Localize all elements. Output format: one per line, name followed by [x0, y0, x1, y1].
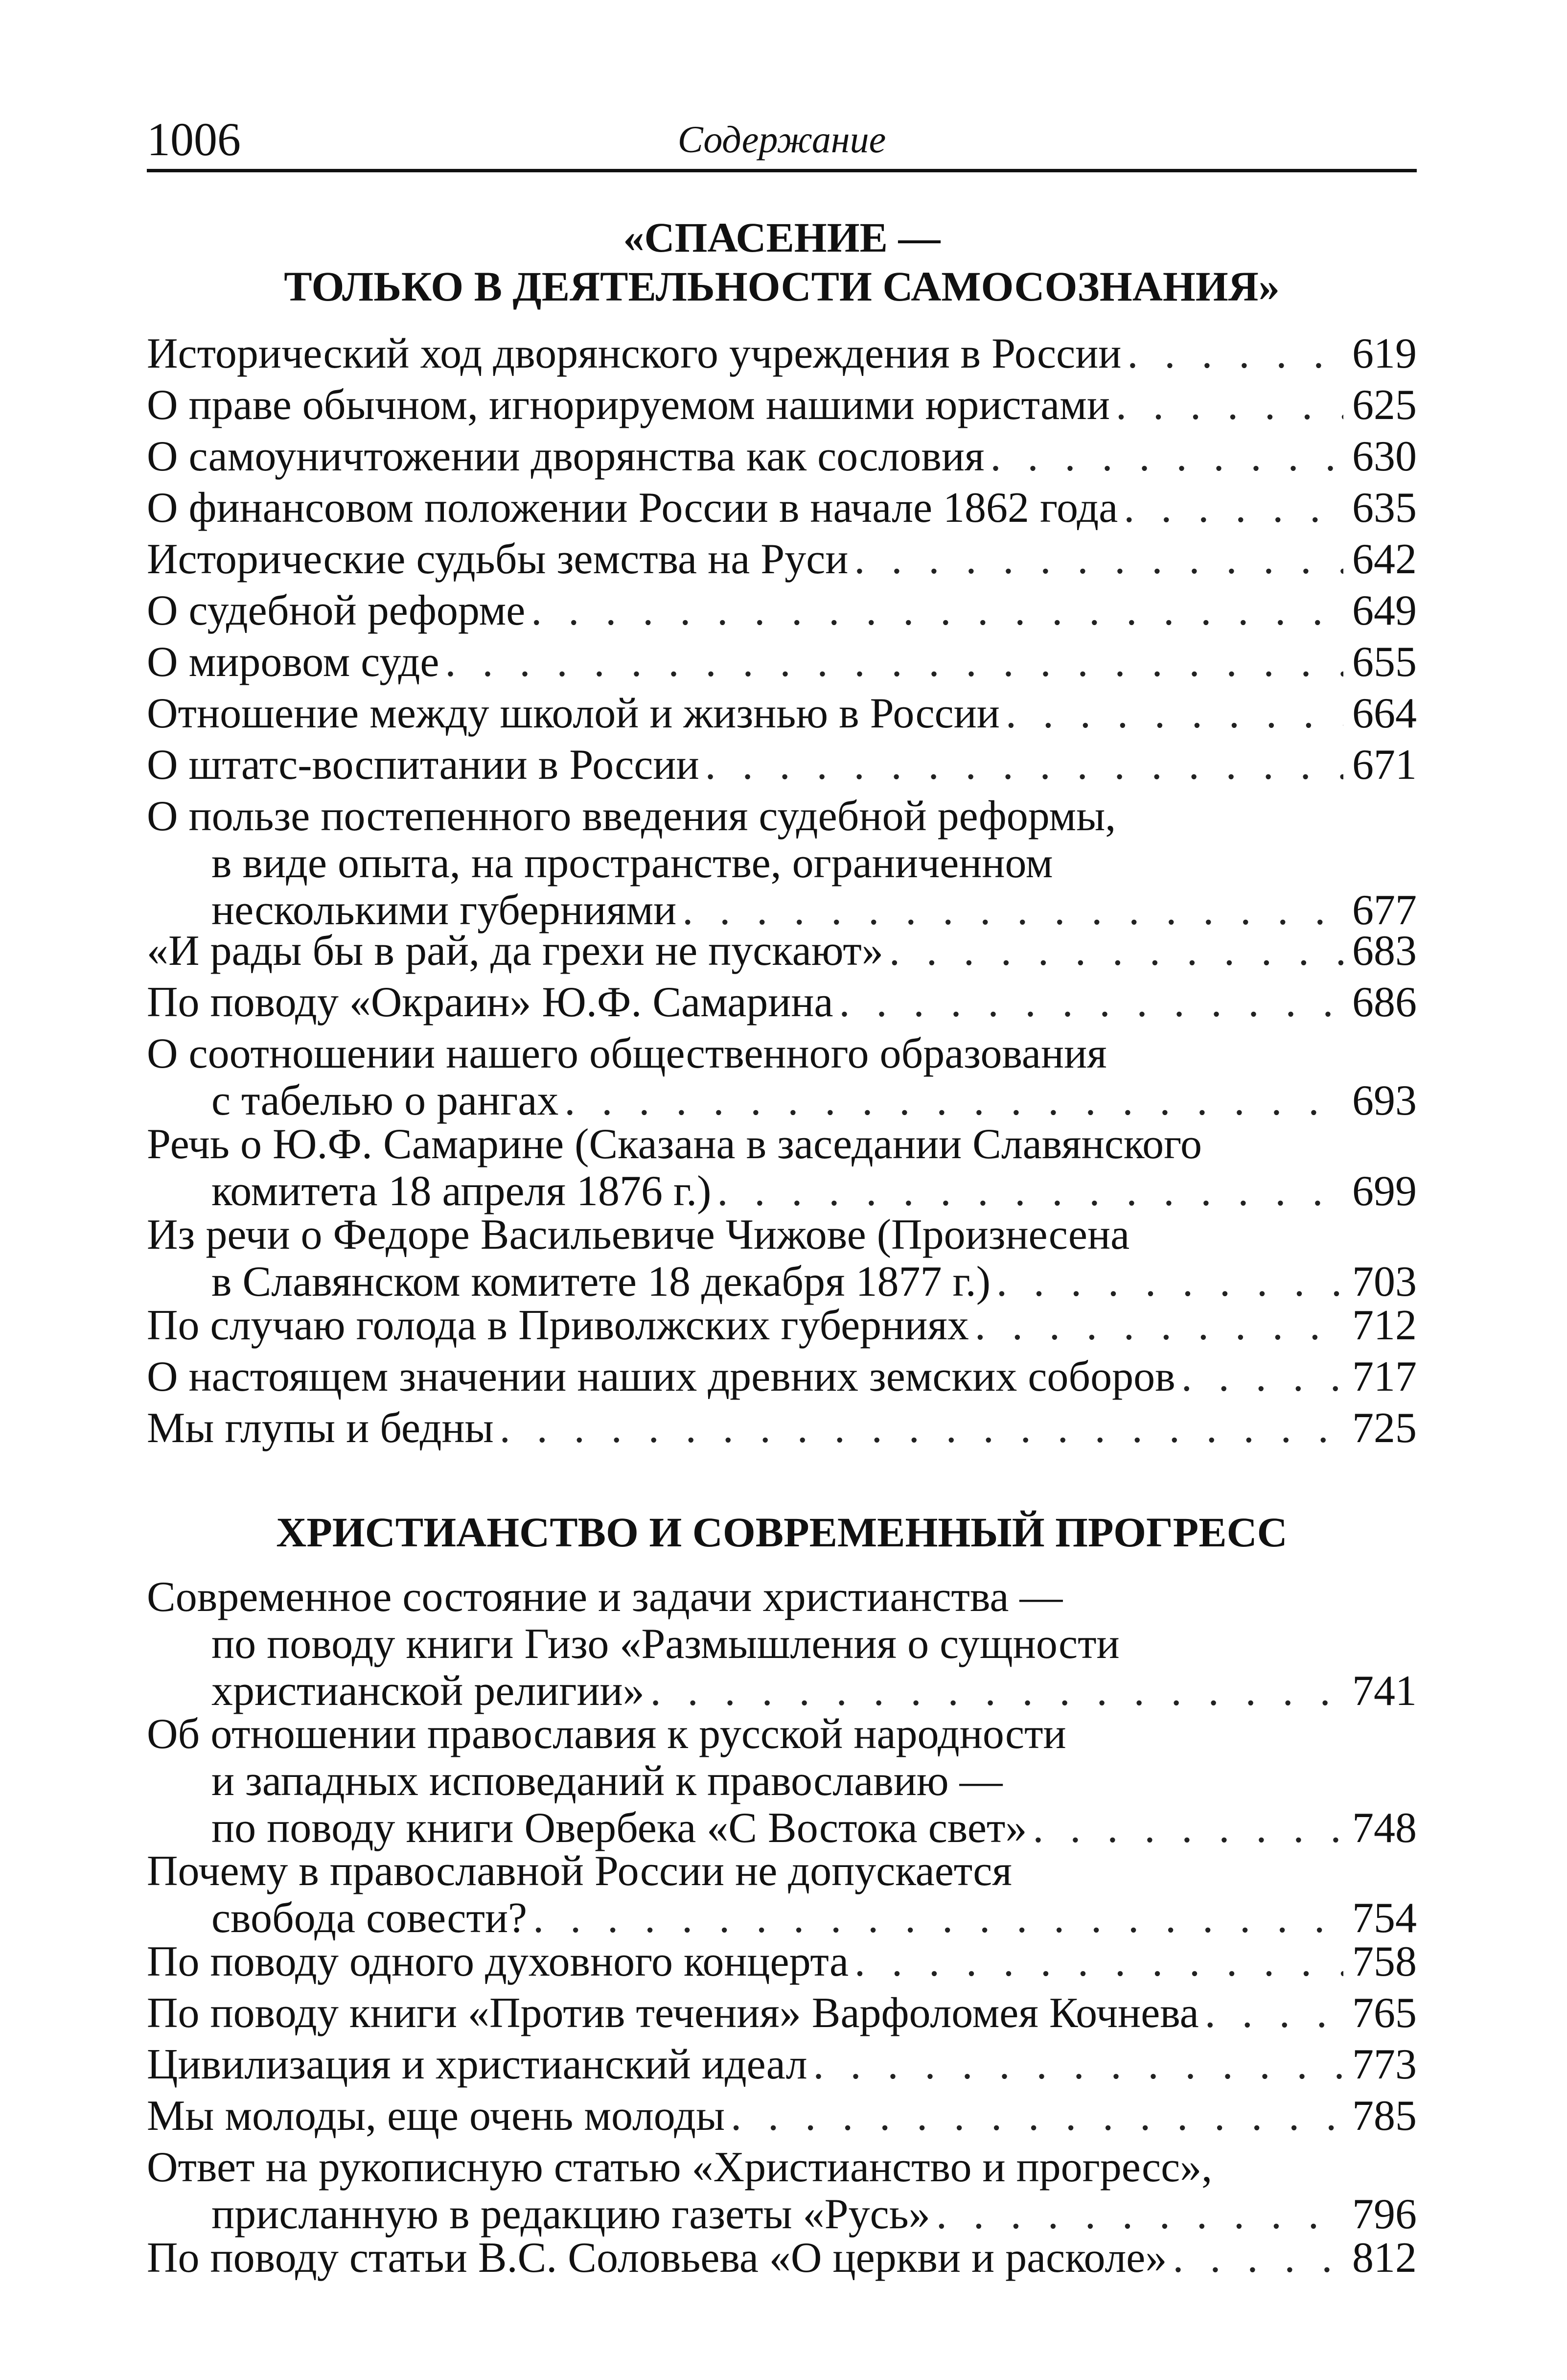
toc-entry — [147, 587, 1417, 634]
toc-entry-text: Исторические судьбы земства на Руси — [147, 536, 849, 583]
toc-page-number: 664 — [1352, 690, 1417, 737]
toc-entry — [147, 1353, 1417, 1400]
toc-entry-text: По поводу статьи В.С. Соловьева «О церкви и расколе» — [147, 2234, 1167, 2282]
toc-entry-line — [147, 536, 1417, 583]
toc-entry-line — [147, 979, 1417, 1026]
toc-entry-line — [211, 2191, 1417, 2238]
toc-page-number: 773 — [1352, 2041, 1417, 2088]
dot-leader — [984, 433, 1343, 480]
dot-leader — [525, 587, 1343, 634]
toc-entry — [147, 793, 1417, 934]
toc-entry-line — [147, 1711, 1417, 1758]
toc-entry-text: и западных исповеданий к православию — — [211, 1757, 1003, 1805]
dot-leader — [711, 1168, 1343, 1215]
toc-entry — [147, 2235, 1417, 2282]
toc-entry-text: по поводу книги Гизо «Размышления о сущности — [211, 1620, 1120, 1668]
section-title-1-line-2: ТОЛЬКО В ДЕЯТЕЛЬНОСТИ САМОСОЗНАНИЯ» — [284, 263, 1280, 310]
toc-entry-text: Мы молоды, еще очень молоды — [147, 2092, 725, 2140]
toc-entry-text: Об отношении православия к русской народности — [147, 1710, 1066, 1758]
toc-entry-text: Современное состояние и задачи христианства — — [147, 1573, 1063, 1621]
dot-leader — [969, 1302, 1343, 1349]
toc-entry — [147, 536, 1417, 583]
toc-entry — [147, 928, 1417, 975]
toc-entry-line — [211, 1758, 1417, 1805]
toc-page-number: 765 — [1352, 1989, 1417, 2037]
toc-entry-line — [147, 2144, 1417, 2191]
toc-page-number: 649 — [1352, 587, 1417, 634]
toc-entry-text: несколькими губерниями — [211, 887, 677, 934]
toc-entry-line — [147, 2235, 1417, 2282]
toc-entry-line — [147, 1212, 1417, 1259]
toc-page-number: 758 — [1352, 1938, 1417, 1985]
toc-entry-line — [147, 928, 1417, 975]
toc-page-number: 625 — [1352, 381, 1417, 429]
toc-entry-line — [147, 639, 1417, 686]
toc-entry-text: присланную в редакцию газеты «Русь» — [211, 2191, 930, 2238]
toc-entry-text: Из речи о Федоре Васильевиче Чижове (Произнесена — [147, 1211, 1130, 1259]
toc-entry-text: Речь о Ю.Ф. Самарине (Сказана в заседании Славянского — [147, 1120, 1202, 1168]
toc-entry-line — [147, 587, 1417, 634]
toc-entry-text: О соотношении нашего общественного образования — [147, 1030, 1107, 1077]
toc-entry-line — [147, 742, 1417, 789]
toc-entry-line — [147, 1353, 1417, 1400]
dot-leader — [725, 2093, 1343, 2140]
toc-entry-text: «И рады бы в рай, да грехи не пускают» — [147, 927, 883, 975]
toc-entry — [147, 2144, 1417, 2238]
toc-entry-text: По поводу одного духовного концерта — [147, 1938, 849, 1985]
dot-leader — [1110, 382, 1343, 429]
dot-leader — [527, 1895, 1343, 1942]
running-title: Содержание — [677, 118, 886, 161]
toc-page-number: 717 — [1352, 1353, 1417, 1400]
toc-entry-line — [211, 1895, 1417, 1942]
toc-page-number: 785 — [1352, 2092, 1417, 2140]
toc-entry-line — [147, 1574, 1417, 1621]
toc-entry — [147, 1711, 1417, 1852]
toc-entry-line — [211, 1621, 1417, 1668]
toc-entry — [147, 2093, 1417, 2140]
dot-leader — [848, 536, 1343, 583]
toc-entry-text: О судебной реформе — [147, 587, 526, 634]
section-title-2: ХРИСТИАНСТВО И СОВРЕМЕННЫЙ ПРОГРЕСС — [276, 1509, 1288, 1556]
toc-entry — [147, 2041, 1417, 2088]
toc-entry-text: О пользе постепенного введения судебной реформы, — [147, 793, 1116, 840]
toc-entry-text: О штатс-воспитании в России — [147, 741, 699, 789]
toc-entry-line — [147, 1030, 1417, 1077]
toc-entry-text: О самоуничтожении дворянства как сословия — [147, 433, 985, 480]
toc-entry-line — [211, 1259, 1417, 1306]
toc-entry — [147, 1990, 1417, 2037]
section-title-1-line-1: «СПАСЕНИЕ — — [623, 214, 941, 261]
dot-leader — [1175, 1353, 1343, 1400]
toc-entry-line — [147, 1848, 1417, 1895]
toc-entry-line — [147, 485, 1417, 532]
toc-entry-line — [147, 2041, 1417, 2088]
dot-leader — [1027, 1805, 1343, 1852]
toc-page-number: 703 — [1352, 1258, 1417, 1306]
toc-page-number: 812 — [1352, 2234, 1417, 2282]
toc-page-number: 754 — [1352, 1894, 1417, 1942]
toc-entry — [147, 1212, 1417, 1306]
toc-entry-text: Цивилизация и христианский идеал — [147, 2041, 807, 2088]
toc-entry — [147, 1848, 1417, 1942]
page-header — [147, 100, 1417, 174]
toc-entry-text: Отношение между школой и жизнью в России — [147, 690, 1000, 737]
toc-page-number: 619 — [1352, 330, 1417, 377]
toc-entry-text: комитета 18 апреля 1876 г.) — [211, 1167, 712, 1215]
toc-page-number: 699 — [1352, 1167, 1417, 1215]
toc-entry-text: в виде опыта, на пространстве, ограниченном — [211, 840, 1053, 887]
dot-leader — [1121, 330, 1343, 377]
toc-entry-line — [147, 433, 1417, 480]
toc-entry-text: Мы глупы и бедны — [147, 1404, 494, 1452]
dot-leader — [699, 742, 1343, 789]
toc-entry-line — [211, 840, 1417, 887]
toc-entry-text: Исторический ход дворянского учреждения в России — [147, 330, 1122, 377]
toc-entry-line — [147, 1405, 1417, 1452]
toc-entry-line — [147, 1990, 1417, 2037]
dot-leader — [849, 1938, 1343, 1985]
toc-entry-line — [147, 1938, 1417, 1985]
toc-entry — [147, 433, 1417, 480]
toc-entry-line — [211, 1168, 1417, 1215]
toc-entry-text: О праве обычном, игнорируемом нашими юристами — [147, 381, 1110, 429]
toc-entry-text: по поводу книги Овербека «С Востока свет» — [211, 1804, 1027, 1852]
toc-entry-line — [147, 1302, 1417, 1349]
dot-leader — [1167, 2235, 1343, 2282]
toc-page-number: 655 — [1352, 638, 1417, 686]
toc-page-number: 712 — [1352, 1302, 1417, 1349]
dot-leader — [439, 639, 1343, 686]
dot-leader — [494, 1405, 1343, 1452]
toc-entry-text: По поводу «Окраин» Ю.Ф. Самарина — [147, 979, 833, 1026]
toc-page-number: 748 — [1352, 1804, 1417, 1852]
toc-page-number: 741 — [1352, 1667, 1417, 1715]
dot-leader — [991, 1259, 1343, 1306]
dot-leader — [883, 928, 1343, 975]
toc-entry-text: в Славянском комитете 18 декабря 1877 г.) — [211, 1258, 991, 1306]
toc-entry — [147, 742, 1417, 789]
header-rule — [147, 169, 1417, 172]
toc-page-number: 671 — [1352, 741, 1417, 789]
toc-page-number: 677 — [1352, 887, 1417, 934]
toc-entry-text: О настоящем значении наших древних земских соборов — [147, 1353, 1175, 1400]
toc-entry-text: христианской религии» — [211, 1667, 645, 1715]
page-number: 1006 — [147, 113, 241, 165]
toc-page-number: 630 — [1352, 433, 1417, 480]
toc-page-number: 796 — [1352, 2191, 1417, 2238]
toc-entry-text: свобода совести? — [211, 1894, 528, 1942]
toc-page-number: 683 — [1352, 927, 1417, 975]
toc-entry-line — [147, 793, 1417, 840]
toc-entry-line — [147, 382, 1417, 429]
toc-entry-line — [211, 1077, 1417, 1124]
toc-page-number: 635 — [1352, 484, 1417, 532]
toc-entry — [147, 1938, 1417, 1985]
toc-entry-text: с табелью о рангах — [211, 1077, 559, 1124]
toc-entry — [147, 1302, 1417, 1349]
toc-entry-line — [147, 330, 1417, 377]
toc-entry-line — [147, 2093, 1417, 2140]
toc-entry-text: По случаю голода в Приволжских губерниях — [147, 1302, 969, 1349]
toc-entry-line — [147, 690, 1417, 737]
toc-entry-line — [147, 1121, 1417, 1168]
dot-leader — [645, 1668, 1343, 1715]
toc-entry — [147, 1030, 1417, 1124]
toc-entry-line — [211, 1805, 1417, 1852]
toc-entry — [147, 1574, 1417, 1715]
dot-leader — [1199, 1990, 1343, 2037]
toc-entry-text: По поводу книги «Против течения» Варфоломея Кочнева — [147, 1989, 1199, 2037]
dot-leader — [833, 979, 1344, 1026]
toc-entry — [147, 1405, 1417, 1452]
toc-entry-text: Почему в православной России не допускается — [147, 1847, 1012, 1895]
dot-leader — [1000, 690, 1343, 737]
toc-entry-text: О мировом суде — [147, 638, 439, 686]
toc-entry — [147, 639, 1417, 686]
toc-entry — [147, 1121, 1417, 1215]
toc-entry-text: Ответ на рукописную статью «Христианство и прогресс», — [147, 2144, 1213, 2191]
toc-page-number: 642 — [1352, 536, 1417, 583]
dot-leader — [930, 2191, 1343, 2238]
toc-entry — [147, 690, 1417, 737]
toc-entry — [147, 485, 1417, 532]
toc-entry — [147, 979, 1417, 1026]
toc-entry — [147, 330, 1417, 377]
toc-page-number: 725 — [1352, 1404, 1417, 1452]
dot-leader — [1118, 485, 1343, 532]
dot-leader — [807, 2041, 1343, 2088]
dot-leader — [558, 1077, 1343, 1124]
toc-entry — [147, 382, 1417, 429]
toc-entry-text: О финансовом положении России в начале 1862 года — [147, 484, 1118, 532]
toc-entry-line — [211, 1668, 1417, 1715]
toc-page-number: 693 — [1352, 1077, 1417, 1124]
toc-page-number: 686 — [1352, 979, 1417, 1026]
